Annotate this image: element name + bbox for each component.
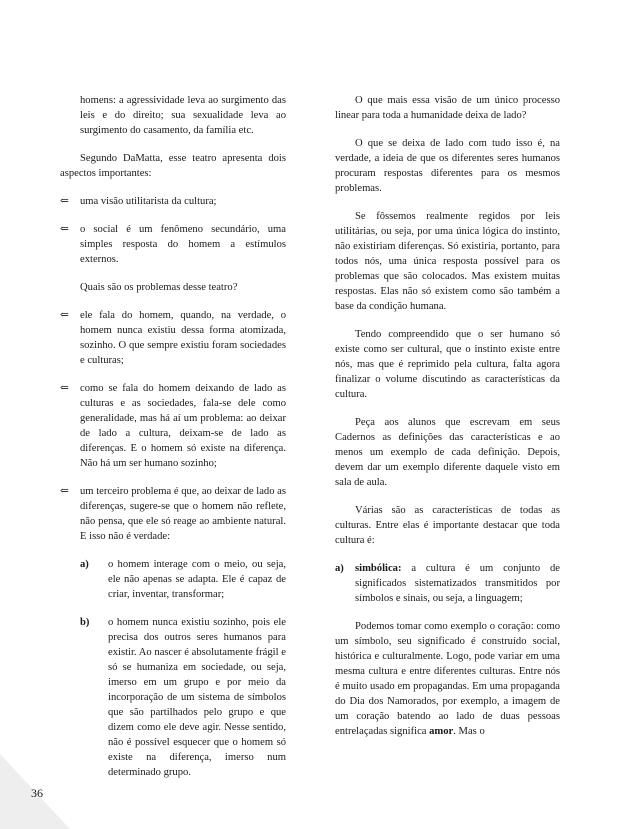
arrow-left-icon: ⇐ xyxy=(60,486,69,497)
paragraph: Tendo compreendido que o ser humano só existe como ser cultural, que o instinto existe entre nós, mas que é reprimido pela cultura, falta agora finalizar o volume discutindo as características da cultura. xyxy=(335,329,560,400)
question: Quais são os problemas desse teatro? xyxy=(80,282,238,293)
bullet-item xyxy=(60,222,286,267)
sub-item-text: o homem interage com o meio, ou seja, ele não apenas se adapta. Ele é capaz de criar, inventar, transformar; xyxy=(108,559,286,600)
right-column xyxy=(335,93,560,739)
bullet-item xyxy=(60,194,286,209)
bullet-item xyxy=(60,308,286,368)
sub-item-text: o homem nunca existiu sozinho, pois ele precisa dos outros seres humanos para existir. Ao nascer é absolutamente frágil e só se humaniza em sociedade, ou seja, imerso em um grupo e por meio da incorporação de um sistema de símbolos que são partilhados pelo grupo e que dizem como ele deve agir. Nesse sentido, não é possível esquecer que o homem só existe na diferença, imerso num determinado grupo. xyxy=(108,617,286,778)
arrow-left-icon: ⇐ xyxy=(60,383,69,394)
paragraph: Segundo DaMatta, esse teatro apresenta dois aspectos importantes: xyxy=(60,153,286,179)
arrow-left-icon: ⇐ xyxy=(60,310,69,321)
paragraph: homens: a agressividade leva ao surgimento das leis e do direito; sua sexualidade leva ao surgimento do casamento, da família etc. xyxy=(80,95,286,136)
paragraph: O que se deixa de lado com tudo isso é, na verdade, a ideia de que os diferentes seres humanos procuram respostas diferentes para os mesmos problemas. xyxy=(335,138,560,194)
item-label: a) xyxy=(335,563,344,574)
bullet-text: ele fala do homem, quando, na verdade, o homem nunca existiu dessa forma atomizada, sozinho. O que sempre existiu foram sociedades e culturas; xyxy=(80,310,286,366)
bullet-text: uma visão utilitarista da cultura; xyxy=(80,196,217,207)
paragraph-text: Podemos tomar como exemplo o coração: como um símbolo, seu significado é construído social, histórica e culturalmente. Logo, pode variar em uma mesma cultura e entre diferentes culturas. Entre nós é muito usado em propagandas. Em uma propaganda do Dia dos Namorados, por exemplo, a imagem de um coração batendo ao lado de duas pessoas entrelaçadas significa xyxy=(335,621,560,737)
paragraph-text: . Mas o xyxy=(453,726,485,737)
bullet-item xyxy=(60,484,286,544)
item-text: a cultura é um conjunto de significados sistematizados transmitidos por símbolos e sinais, ou seja, a linguagem; xyxy=(355,563,560,604)
left-column xyxy=(60,93,286,780)
bullet-text: como se fala do homem deixando de lado as culturas e as sociedades, fala-se dele como generalidade, mas há aí um problema: ao deixar de lado a cultura, deixam-se de lado as diferenças. E o homem só existe na diferença. Não há um ser humano sozinho; xyxy=(80,383,286,469)
page-number: 36 xyxy=(31,786,43,800)
sub-item-a xyxy=(80,557,286,602)
paragraph: Se fôssemos realmente regidos por leis utilitárias, ou seja, por uma única lógica do instinto, não existiriam diferenças. Só existiria, portanto, para todos nós, uma única resposta possível para os problemas que são colocados. Mas existem muitas respostas. Elas não só existem como são também a base da condição humana. xyxy=(335,211,560,312)
paragraph xyxy=(335,619,560,739)
sub-item-b xyxy=(80,615,286,780)
bullet-text: um terceiro problema é que, ao deixar de lado as diferenças, sugere-se que o homem não reflete, não pensa, que ele só reage ao ambiente natural. E isso não é verdade: xyxy=(80,486,286,542)
sub-item-label: b) xyxy=(80,617,90,628)
paragraph: O que mais essa visão de um único processo linear para toda a humanidade deixa de lado? xyxy=(335,95,560,121)
bullet-item xyxy=(60,381,286,471)
item-term: simbólica: xyxy=(355,563,402,574)
arrow-left-icon: ⇐ xyxy=(60,224,69,235)
sub-item-label: a) xyxy=(80,559,89,570)
emphasis: amor xyxy=(429,726,454,737)
paragraph: Várias são as características de todas as culturas. Entre elas é importante destacar que toda cultura é: xyxy=(335,505,560,546)
arrow-left-icon: ⇐ xyxy=(60,196,69,207)
paragraph: Peça aos alunos que escrevam em seus Cadernos as definições das características e ao menos um exemplo de cada definição. Depois, devem dar um exemplo diferente daquele visto em sala de aula. xyxy=(335,417,560,488)
characteristic-item-a xyxy=(335,561,560,606)
bullet-text: o social é um fenômeno secundário, uma simples resposta do homem a estímulos externos. xyxy=(80,224,286,265)
